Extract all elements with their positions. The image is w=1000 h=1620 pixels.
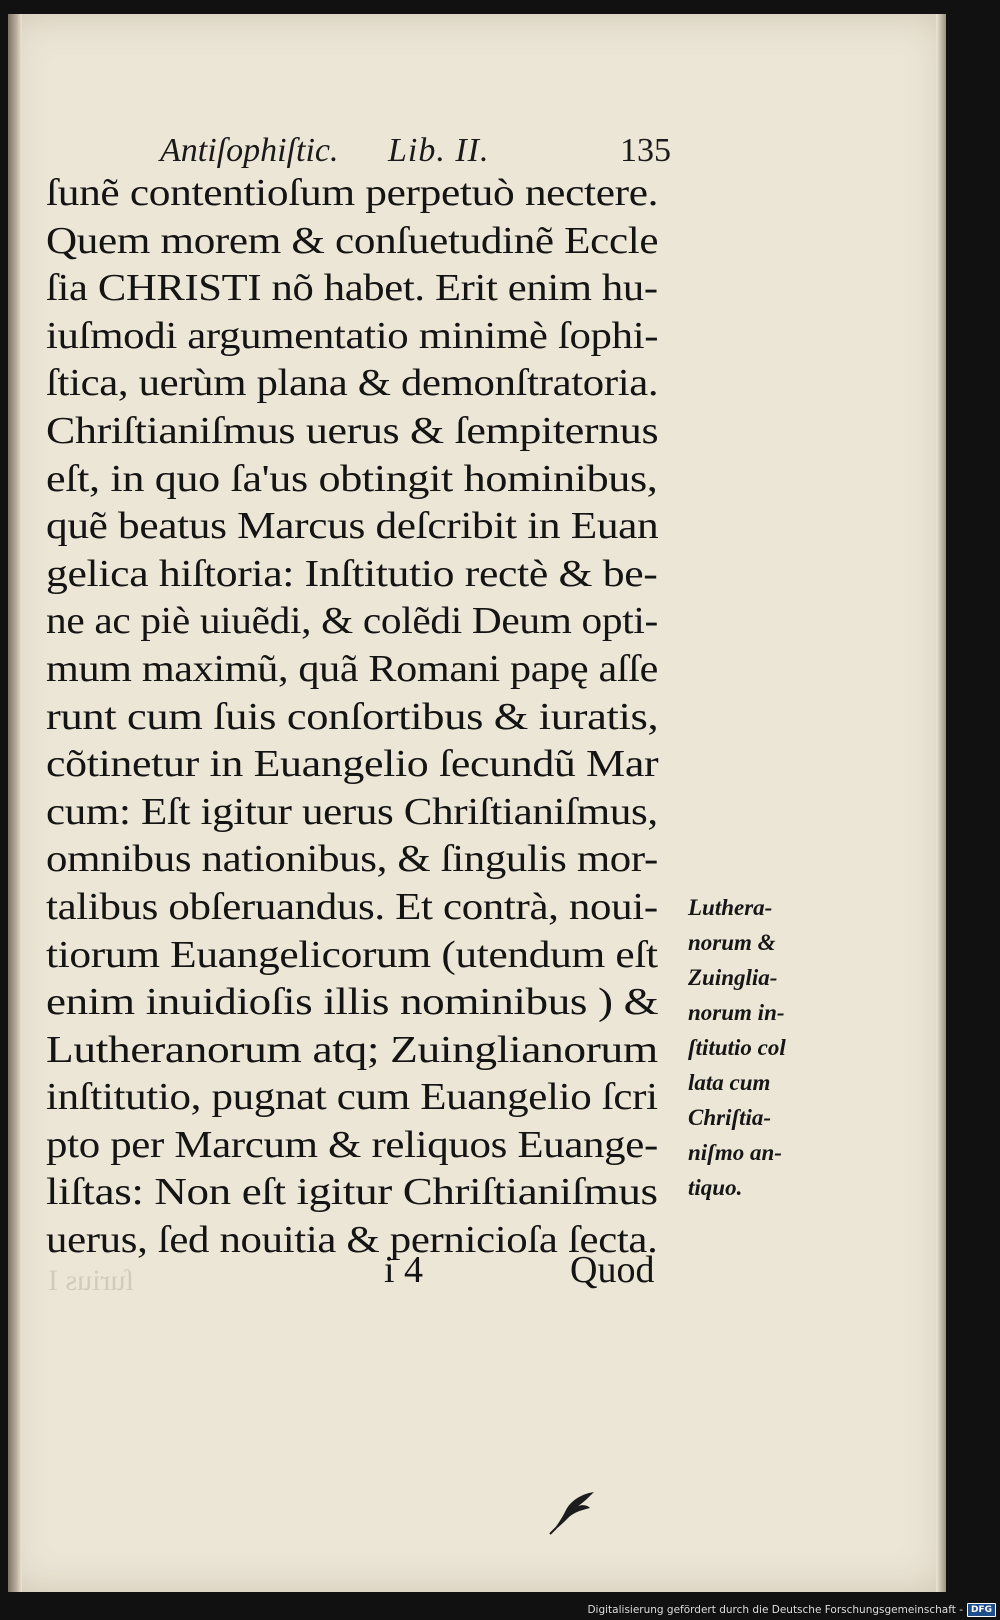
text-line: liſtas: Non eſt igitur Chriſtianiſmus xyxy=(46,1171,658,1214)
text-line: pto per Marcum & reliquos Euange- xyxy=(46,1123,658,1166)
marginal-note-line: tiquo. xyxy=(688,1175,743,1200)
text-line: runt cum ſuis conſortibus & iuratis, xyxy=(46,695,659,738)
text-line: cum: Eſt igitur uerus Chriſtianiſmus, xyxy=(46,790,658,833)
text-line: mum maximũ, quã Romani papę aſſe xyxy=(46,647,658,690)
text-line: ſtica, uerùm plana & demonſtratoria. xyxy=(46,362,659,405)
text-line: talibus obſeruandus. Et contrà, noui- xyxy=(46,885,658,928)
text-line: cõtinetur in Euangelio ſecundũ Mar xyxy=(46,743,659,786)
marginal-note-line: lata cum xyxy=(688,1070,771,1095)
page-gutter-edge xyxy=(8,14,22,1592)
marginal-note-line: ſtitutio col xyxy=(688,1035,786,1060)
digitization-credit xyxy=(587,1601,996,1619)
marginal-note-line: niſmo an- xyxy=(688,1140,782,1165)
running-head-book: Lib. II. xyxy=(388,132,490,169)
show-through-text: ſurius I xyxy=(48,1264,134,1297)
marginal-note-line: Zuinglia- xyxy=(688,965,778,990)
dfg-logo: DFG xyxy=(967,1603,996,1617)
marginal-note-line: norum & xyxy=(688,930,776,955)
text-line: eſt, in quo ſa'us obtingit hominibus, xyxy=(46,457,658,500)
text-line: omnibus nationibus, & ſingulis mor- xyxy=(46,838,658,881)
page-footer xyxy=(384,1248,684,1298)
text-line: ne ac piè uiuẽdi, & colẽdi Deum opti- xyxy=(46,600,658,643)
text-line: inſtitutio, pugnat cum Euangelio ſcri xyxy=(46,1076,658,1119)
text-line: Lutheranorum atq; Zuinglianorum xyxy=(46,1028,658,1071)
text-line: ſia CHRISTI nõ habet. Erit enim hu- xyxy=(46,267,658,310)
marginal-note-line: Chriſtia- xyxy=(688,1105,772,1130)
text-line: gelica hiſtoria: Inſtitutio rectè & be- xyxy=(46,552,658,595)
running-head-title: Antiſophiſtic. xyxy=(160,132,339,169)
signature-mark: i 4 xyxy=(384,1249,424,1291)
text-line: quẽ beatus Marcus deſcribit in Euan xyxy=(46,505,659,548)
text-line: iuſmodi argumentatio minimè ſophi- xyxy=(46,314,659,357)
text-line: Quem morem & conſuetudinẽ Eccle xyxy=(46,219,659,262)
marginal-note-line: Luthera- xyxy=(688,895,773,920)
text-line: uerus, ſed nouitia & pernicioſa ſecta. xyxy=(46,1219,658,1262)
text-line: tiorum Euangelicorum (utendum eſt xyxy=(46,933,658,976)
marginal-note xyxy=(688,890,838,1205)
text-line: enim inuidioſis illis nominibus ) & xyxy=(46,981,659,1024)
folio-number: 135 xyxy=(620,132,671,169)
text-line: ſunẽ contentioſum perpetuò nectere. xyxy=(46,172,659,214)
catchword: Quod xyxy=(570,1249,655,1291)
body-text xyxy=(46,170,686,1265)
page-fore-edge xyxy=(936,14,946,1592)
marginal-note-line: norum in- xyxy=(688,1000,785,1025)
credit-text: Digitalisierung gefördert durch die Deutsche Forschungsgemeinschaft - xyxy=(587,1604,963,1616)
quill-flourish-icon xyxy=(548,1488,598,1536)
text-line: Chriſtianiſmus uerus & ſempiternus xyxy=(46,409,659,452)
